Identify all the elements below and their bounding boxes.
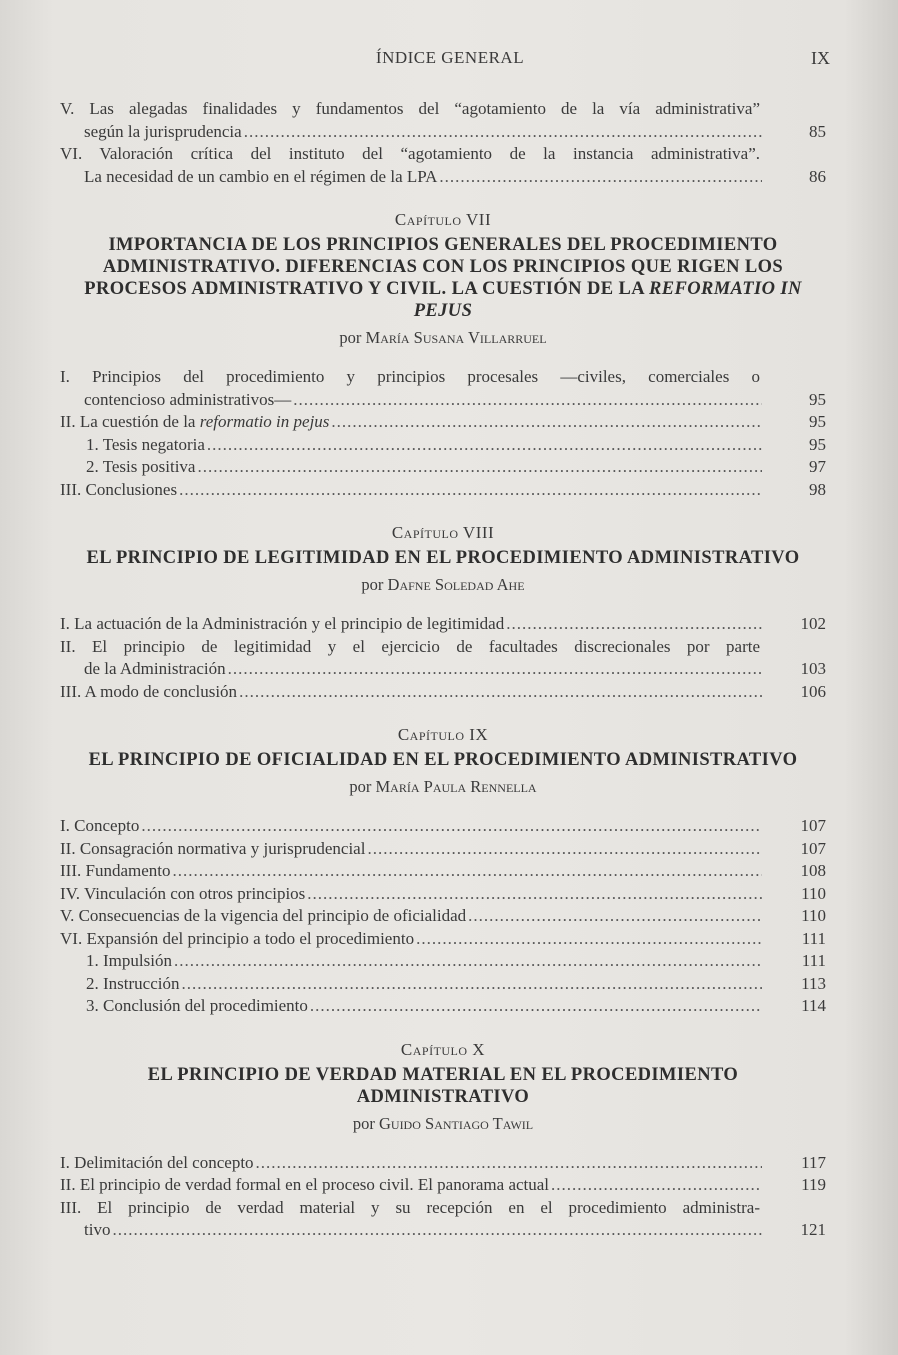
toc-entry-text: I. Delimitación del concepto bbox=[60, 1152, 254, 1172]
toc-page-number: 103 bbox=[800, 659, 826, 678]
dot-leader bbox=[307, 883, 762, 906]
toc-page-number: 85 bbox=[809, 121, 826, 141]
dot-leader bbox=[506, 613, 762, 636]
toc-entry bbox=[60, 815, 826, 838]
toc-entry-line bbox=[60, 928, 826, 951]
dot-leader bbox=[197, 456, 762, 479]
toc-page-number: 117 bbox=[801, 1152, 826, 1172]
dot-leader bbox=[367, 838, 762, 861]
toc-page-number: 102 bbox=[800, 614, 826, 633]
running-header-title: ÍNDICE GENERAL bbox=[375, 48, 525, 67]
toc-entry-text: III. A modo de conclusión bbox=[60, 681, 238, 701]
toc-page-number: 110 bbox=[801, 906, 826, 925]
dot-leader bbox=[331, 411, 762, 434]
toc-entry-line bbox=[60, 1219, 826, 1242]
chapter-title: IMPORTANCIA DE LOS PRINCIPIOS GENERALES DEL PROCEDIMIENTO ADMINISTRATIVO. DIFERENCIAS CON LOS PRINCIPIOS QUE RIGEN LOS PROCESOS ADMINISTRATIVO Y CIVIL. LA CUESTIÓN DE LA REFORMATIO IN PEJUS bbox=[84, 235, 802, 321]
chapter-title: EL PRINCIPIO DE LEGITIMIDAD EN EL PROCEDIMIENTO ADMINISTRATIVO bbox=[86, 548, 800, 568]
toc-entry-line bbox=[86, 973, 826, 996]
toc-entry-text: II. El principio de verdad formal en el proceso civil. El panorama actual bbox=[60, 1175, 550, 1194]
toc-entry-text: I. Concepto bbox=[60, 816, 140, 835]
toc-entry-italic: reformatio in pejus bbox=[199, 412, 330, 431]
dot-leader bbox=[551, 1174, 762, 1197]
dot-leader bbox=[172, 860, 762, 883]
toc-page-number: 110 bbox=[801, 883, 826, 903]
toc-entry bbox=[60, 1174, 826, 1197]
toc-entry-text: tivo bbox=[84, 1220, 111, 1239]
toc-entry bbox=[60, 995, 826, 1018]
toc-entry-line bbox=[60, 479, 826, 502]
toc-entry-line bbox=[60, 883, 826, 906]
toc-entry-text: III. Fundamento bbox=[60, 861, 171, 880]
toc-entry-text: IV. Vinculación con otros principios bbox=[60, 883, 306, 903]
toc-entry-text: 2. Instrucción bbox=[86, 973, 180, 993]
toc-page-number: 114 bbox=[801, 996, 826, 1015]
toc-entry-line bbox=[86, 950, 826, 973]
toc-entry-text: 1. Impulsión bbox=[86, 951, 172, 970]
toc-entry bbox=[60, 636, 826, 681]
toc-entry-text: La necesidad de un cambio en el régimen de la LPA bbox=[84, 166, 438, 186]
toc-entry-line bbox=[60, 613, 826, 636]
dot-leader bbox=[256, 1152, 762, 1175]
chapter-title: EL PRINCIPIO DE OFICIALIDAD EN EL PROCEDIMIENTO ADMINISTRATIVO bbox=[88, 750, 798, 770]
author-name: María Paula Rennella bbox=[375, 777, 537, 796]
chapter-label: Capítulo IX bbox=[397, 725, 489, 744]
toc-entry-line bbox=[60, 658, 826, 681]
dot-leader bbox=[439, 166, 762, 189]
dot-leader bbox=[179, 479, 762, 502]
toc-entry-line bbox=[60, 1152, 826, 1175]
toc-entry-line bbox=[86, 456, 826, 479]
author-name: Dafne Soledad Ahe bbox=[387, 575, 525, 594]
toc-entry-line: V. Las alegadas finalidades y fundamentos del “agotamiento de la vía administrativa” bbox=[60, 99, 760, 118]
dot-leader bbox=[239, 681, 762, 704]
toc-page-number: 108 bbox=[800, 861, 826, 880]
toc-entry-line: III. El principio de verdad material y su recepción en el procedimiento administra- bbox=[60, 1197, 760, 1217]
toc-entry bbox=[60, 143, 826, 188]
running-header bbox=[70, 48, 830, 72]
chapter-author: por María Paula Rennella bbox=[349, 777, 537, 796]
author-name: Guido Santiago Tawil bbox=[378, 1113, 534, 1133]
table-of-contents bbox=[60, 98, 826, 1242]
chapter-label: Capítulo X bbox=[400, 1039, 486, 1059]
toc-page-number: 121 bbox=[800, 1220, 826, 1239]
author-name: María Susana Villarruel bbox=[365, 328, 547, 347]
toc-entry-line bbox=[60, 905, 826, 928]
toc-entry-text: contencioso administrativos— bbox=[84, 389, 292, 409]
dot-leader bbox=[207, 434, 762, 457]
toc-entry-text: V. Consecuencias de la vigencia del principio de oficialidad bbox=[60, 906, 467, 925]
toc-page-number: 106 bbox=[800, 681, 826, 701]
chapter-label: Capítulo VIII bbox=[391, 523, 495, 542]
dot-leader bbox=[293, 389, 762, 412]
toc-entry bbox=[60, 950, 826, 973]
dot-leader bbox=[174, 950, 762, 973]
chapter-title-italic: REFORMATIO IN PEJUS bbox=[413, 279, 802, 321]
chapter-label: Capítulo VII bbox=[394, 210, 492, 229]
chapter-author: por Guido Santiago Tawil bbox=[352, 1113, 534, 1133]
toc-entry-text: 2. Tesis positiva bbox=[86, 457, 196, 476]
toc-entry bbox=[60, 411, 826, 434]
toc-entry-text: de la Administración bbox=[84, 659, 226, 678]
toc-page-number: 95 bbox=[809, 412, 826, 431]
dot-leader bbox=[228, 658, 762, 681]
toc-page-number: 107 bbox=[800, 816, 826, 835]
toc-entry bbox=[60, 434, 826, 457]
toc-entry bbox=[60, 928, 826, 951]
chapter-author: por Dafne Soledad Ahe bbox=[361, 575, 525, 594]
toc-entry bbox=[60, 98, 826, 143]
dot-leader bbox=[141, 815, 762, 838]
toc-entry-line bbox=[86, 995, 826, 1018]
toc-entry-line bbox=[60, 121, 826, 144]
toc-entry-line: I. Principios del procedimiento y principios procesales —civiles, comerciales o bbox=[60, 367, 760, 386]
dot-leader bbox=[416, 928, 762, 951]
toc-entry-line: II. El principio de legitimidad y el ejercicio de facultades discrecionales por parte bbox=[60, 636, 760, 656]
toc-entry-text: III. Conclusiones bbox=[60, 479, 178, 499]
toc-entry-line bbox=[60, 838, 826, 861]
toc-page-number: 95 bbox=[809, 389, 826, 409]
toc-entry bbox=[60, 905, 826, 928]
toc-page-number: 95 bbox=[809, 434, 826, 454]
toc-page-number: 119 bbox=[801, 1175, 826, 1194]
toc-entry-line bbox=[60, 389, 826, 412]
toc-entry-text: 1. Tesis negatoria bbox=[86, 434, 205, 454]
page-number: IX bbox=[811, 48, 830, 68]
toc-entry-line bbox=[60, 815, 826, 838]
toc-entry bbox=[60, 479, 826, 502]
toc-entry bbox=[60, 681, 826, 704]
toc-entry bbox=[60, 973, 826, 996]
toc-entry-text: I. La actuación de la Administración y el principio de legitimidad bbox=[60, 614, 505, 633]
toc-page-number: 111 bbox=[801, 951, 826, 970]
toc-page-number: 97 bbox=[809, 457, 826, 476]
toc-entry-line: VI. Valoración crítica del instituto del “agotamiento de la instancia administrativa”. bbox=[60, 144, 760, 163]
toc-entry-text: II. Consagración normativa y jurisprudencial bbox=[60, 838, 366, 858]
dot-leader bbox=[244, 121, 762, 144]
toc-entry bbox=[60, 1152, 826, 1175]
toc-page-number: 86 bbox=[809, 166, 826, 186]
toc-entry-line bbox=[60, 860, 826, 883]
toc-entry-text: II. La cuestión de la reformatio in pejus bbox=[60, 412, 330, 431]
toc-entry bbox=[60, 838, 826, 861]
toc-entry-line bbox=[60, 166, 826, 189]
toc-entry-line bbox=[86, 434, 826, 457]
toc-entry-text: VI. Expansión del principio a todo el procedimiento bbox=[60, 928, 415, 948]
toc-entry bbox=[60, 613, 826, 636]
toc-entry-line bbox=[60, 1174, 826, 1197]
toc-entry bbox=[60, 883, 826, 906]
toc-page-number: 111 bbox=[801, 928, 826, 948]
toc-entry-line bbox=[60, 411, 826, 434]
toc-entry bbox=[60, 366, 826, 411]
toc-entry bbox=[60, 456, 826, 479]
toc-entry-text: 3. Conclusión del procedimiento bbox=[86, 996, 308, 1015]
toc-entry-text: según la jurisprudencia bbox=[84, 121, 242, 141]
chapter-author: por María Susana Villarruel bbox=[339, 328, 547, 347]
toc-entry bbox=[60, 1197, 826, 1242]
dot-leader bbox=[310, 995, 762, 1018]
dot-leader bbox=[181, 973, 762, 996]
toc-entry bbox=[60, 860, 826, 883]
toc-page-number: 107 bbox=[800, 838, 826, 858]
chapter-title: EL PRINCIPIO DE VERDAD MATERIAL EN EL PROCEDIMIENTO ADMINISTRATIVO bbox=[147, 1064, 739, 1107]
dot-leader bbox=[468, 905, 762, 928]
toc-page-number: 113 bbox=[801, 973, 826, 993]
dot-leader bbox=[112, 1219, 762, 1242]
toc-entry-line bbox=[60, 681, 826, 704]
toc-page-number: 98 bbox=[809, 479, 826, 499]
